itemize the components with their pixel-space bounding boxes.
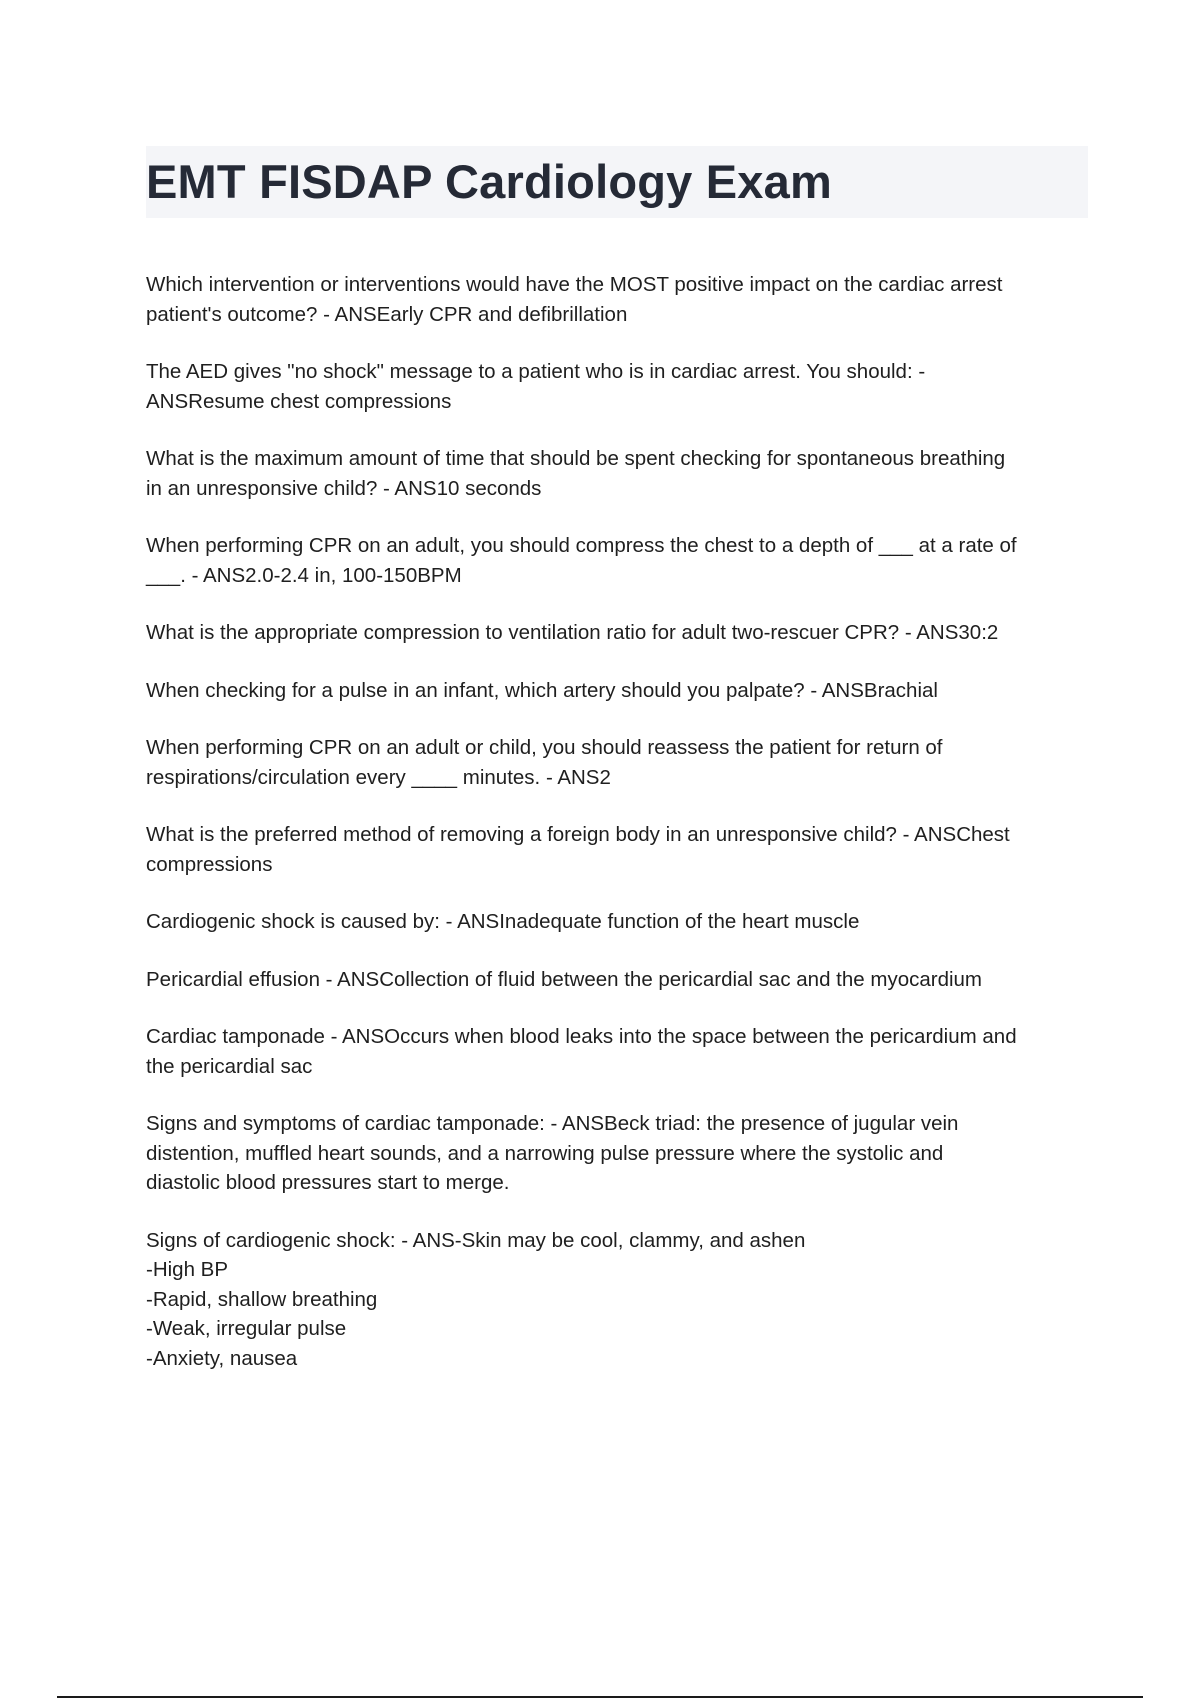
qa-line: When performing CPR on an adult or child, you should reassess the patient for return of xyxy=(146,736,943,759)
qa-list xyxy=(146,270,1096,1401)
qa-entry xyxy=(146,820,1096,879)
page-bottom-divider xyxy=(57,1696,1143,1698)
qa-line: What is the preferred method of removing a foreign body in an unresponsive child? - ANSChest xyxy=(146,823,1010,846)
qa-line: distention, muffled heart sounds, and a narrowing pulse pressure where the systolic and xyxy=(146,1141,944,1165)
qa-line: ___. - ANS2.0-2.4 in, 100-150BPM xyxy=(146,563,462,587)
qa-line: The AED gives "no shock" message to a patient who is in cardiac arrest. You should: - xyxy=(146,360,926,383)
qa-line: -Weak, irregular pulse xyxy=(146,1317,347,1340)
qa-line: patient's outcome? - ANSEarly CPR and defibrillation xyxy=(146,302,628,326)
qa-entry xyxy=(146,618,1096,648)
document-title: EMT FISDAP Cardiology Exam xyxy=(146,155,832,208)
qa-line: -Rapid, shallow breathing xyxy=(146,1287,378,1311)
qa-line: -Anxiety, nausea xyxy=(146,1346,298,1370)
qa-line: diastolic blood pressures start to merge. xyxy=(146,1171,510,1194)
qa-line: What is the appropriate compression to ventilation ratio for adult two-rescuer CPR? - ANS30:2 xyxy=(146,621,999,644)
qa-line: Pericardial effusion - ANSCollection of fluid between the pericardial sac and the myocardium xyxy=(146,967,983,991)
qa-line: the pericardial sac xyxy=(146,1054,313,1078)
qa-line: -High BP xyxy=(146,1258,229,1281)
qa-entry xyxy=(146,1022,1096,1081)
title-banner xyxy=(146,146,1088,218)
qa-line: ANSResume chest compressions xyxy=(146,389,452,413)
qa-line: compressions xyxy=(146,852,273,876)
qa-line: respirations/circulation every ____ minutes. - ANS2 xyxy=(146,765,611,789)
qa-entry xyxy=(146,1226,1096,1374)
qa-line: Which intervention or interventions would have the MOST positive impact on the cardiac arrest xyxy=(146,273,1003,296)
qa-line: Cardiogenic shock is caused by: - ANSInadequate function of the heart muscle xyxy=(146,910,860,933)
qa-entry xyxy=(146,270,1096,329)
qa-line: When checking for a pulse in an infant, which artery should you palpate? - ANSBrachial xyxy=(146,678,938,702)
qa-entry xyxy=(146,444,1096,503)
qa-entry xyxy=(146,907,1096,937)
qa-line: What is the maximum amount of time that should be spent checking for spontaneous breathing xyxy=(146,447,1006,470)
qa-entry xyxy=(146,357,1096,416)
qa-entry xyxy=(146,531,1096,590)
qa-entry xyxy=(146,1109,1096,1198)
qa-line: When performing CPR on an adult, you should compress the chest to a depth of ___ at a rate of xyxy=(146,534,1017,557)
qa-line: Cardiac tamponade - ANSOccurs when blood leaks into the space between the pericardium and xyxy=(146,1025,1017,1048)
qa-entry xyxy=(146,733,1096,792)
qa-entry xyxy=(146,965,1096,995)
qa-line: in an unresponsive child? - ANS10 seconds xyxy=(146,476,542,500)
qa-line: Signs and symptoms of cardiac tamponade: - ANSBeck triad: the presence of jugular vein xyxy=(146,1112,959,1135)
qa-entry xyxy=(146,676,1096,706)
qa-line: Signs of cardiogenic shock: - ANS-Skin may be cool, clammy, and ashen xyxy=(146,1228,806,1252)
